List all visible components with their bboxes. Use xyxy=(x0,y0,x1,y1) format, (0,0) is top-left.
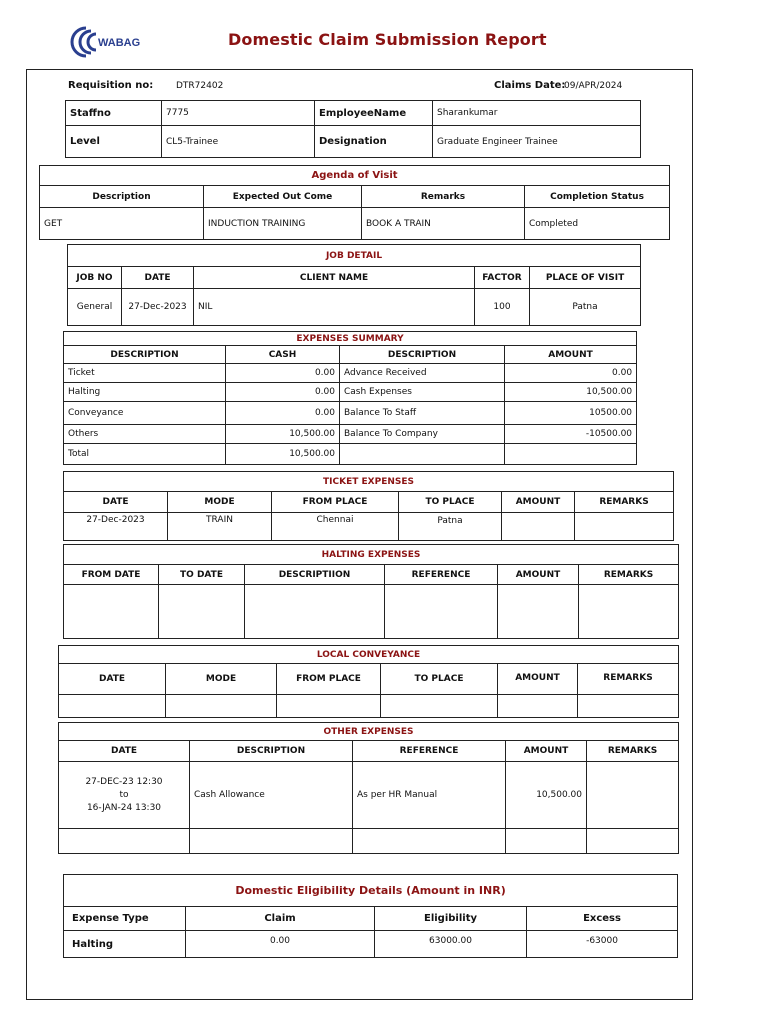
other-cell xyxy=(506,829,587,854)
summary-cell xyxy=(340,444,505,465)
summary-cell: Cash Expenses xyxy=(340,383,505,402)
halting-cell xyxy=(385,585,498,639)
eligibility-cell: -63000 xyxy=(527,931,678,958)
agenda-table xyxy=(39,165,670,240)
conveyance-cell xyxy=(59,695,166,718)
eligibility-title: Domestic Eligibility Details (Amount in INR) xyxy=(64,875,678,907)
eligibility-cell: 63000.00 xyxy=(375,931,527,958)
wabag-logo xyxy=(64,22,160,62)
summary-cell: Ticket xyxy=(64,364,226,383)
summary-cell: Total xyxy=(64,444,226,465)
other-description-cell: Cash Allowance xyxy=(190,762,353,829)
ticket-expenses-table xyxy=(63,471,674,541)
other-header: AMOUNT xyxy=(506,741,587,762)
other-header: REMARKS xyxy=(587,741,679,762)
summary-cell: 10,500.00 xyxy=(505,383,637,402)
job-detail-header: JOB NO xyxy=(68,267,122,289)
halting-cell xyxy=(245,585,385,639)
conveyance-cell xyxy=(166,695,277,718)
summary-cell: 0.00 xyxy=(226,383,340,402)
conveyance-cell xyxy=(498,695,578,718)
halting-cell xyxy=(159,585,245,639)
claims-date-label: Claims Date: xyxy=(494,80,566,91)
agenda-header: Remarks xyxy=(362,186,525,208)
expenses-summary-title: EXPENSES SUMMARY xyxy=(64,332,637,346)
staffno-label: Staffno xyxy=(66,101,162,126)
eligibility-header: Claim xyxy=(186,907,375,931)
other-amount-cell: 10,500.00 xyxy=(506,762,587,829)
summary-header: DESCRIPTION xyxy=(64,346,226,364)
halting-header: TO DATE xyxy=(159,565,245,585)
job-detail-cell: 100 xyxy=(475,289,530,326)
agenda-cell: GET xyxy=(40,208,204,240)
conveyance-header: REMARKS xyxy=(578,664,679,695)
job-detail-cell: General xyxy=(68,289,122,326)
other-header: DATE xyxy=(59,741,190,762)
summary-cell: -10500.00 xyxy=(505,425,637,444)
ticket-header: FROM PLACE xyxy=(272,492,399,513)
level-value: CL5-Trainee xyxy=(162,126,315,158)
job-detail-header: DATE xyxy=(122,267,194,289)
ticket-cell: Patna xyxy=(399,513,502,541)
conveyance-header: MODE xyxy=(166,664,277,695)
agenda-cell: Completed xyxy=(525,208,670,240)
conveyance-cell xyxy=(381,695,498,718)
other-cell xyxy=(59,829,190,854)
conveyance-header: FROM PLACE xyxy=(277,664,381,695)
job-detail-header: PLACE OF VISIT xyxy=(530,267,641,289)
ticket-cell: TRAIN xyxy=(168,513,272,541)
ticket-cell: Chennai xyxy=(272,513,399,541)
conveyance-cell xyxy=(578,695,679,718)
halting-header: AMOUNT xyxy=(498,565,579,585)
eligibility-header: Expense Type xyxy=(64,907,186,931)
ticket-header: AMOUNT xyxy=(502,492,575,513)
summary-cell: 10500.00 xyxy=(505,402,637,425)
agenda-cell: INDUCTION TRAINING xyxy=(204,208,362,240)
summary-header: DESCRIPTION xyxy=(340,346,505,364)
summary-cell: 0.00 xyxy=(226,402,340,425)
summary-cell: Others xyxy=(64,425,226,444)
summary-cell: 0.00 xyxy=(505,364,637,383)
ticket-header: REMARKS xyxy=(575,492,674,513)
claims-date-value: 09/APR/2024 xyxy=(564,81,623,91)
employee-name-label: EmployeeName xyxy=(315,101,433,126)
staff-info-table xyxy=(65,100,641,158)
halting-cell xyxy=(64,585,159,639)
summary-header: CASH xyxy=(226,346,340,364)
halting-expenses-title: HALTING EXPENSES xyxy=(64,545,679,565)
local-conveyance-title: LOCAL CONVEYANCE xyxy=(59,646,679,664)
other-reference-cell: As per HR Manual xyxy=(353,762,506,829)
halting-header: FROM DATE xyxy=(64,565,159,585)
job-detail-title: JOB DETAIL xyxy=(68,245,641,267)
employee-name-value: Sharankumar xyxy=(433,101,641,126)
expenses-summary-table xyxy=(63,331,637,465)
agenda-header: Expected Out Come xyxy=(204,186,362,208)
conveyance-cell xyxy=(277,695,381,718)
conveyance-header: DATE xyxy=(59,664,166,695)
agenda-title: Agenda of Visit xyxy=(40,166,670,186)
report-title: Domestic Claim Submission Report xyxy=(228,30,547,49)
other-cell xyxy=(190,829,353,854)
other-expenses-title: OTHER EXPENSES xyxy=(59,723,679,741)
level-label: Level xyxy=(66,126,162,158)
summary-header: AMOUNT xyxy=(505,346,637,364)
summary-cell: 0.00 xyxy=(226,364,340,383)
eligibility-cell: Halting xyxy=(64,931,186,958)
ticket-expenses-title: TICKET EXPENSES xyxy=(64,472,674,492)
local-conveyance-table xyxy=(58,645,679,718)
other-cell xyxy=(587,829,679,854)
eligibility-table xyxy=(63,874,678,958)
other-date-to: to xyxy=(119,789,129,800)
agenda-cell: BOOK A TRAIN xyxy=(362,208,525,240)
summary-cell: 10,500.00 xyxy=(226,444,340,465)
halting-expenses-table xyxy=(63,544,679,639)
conveyance-header: TO PLACE xyxy=(381,664,498,695)
job-detail-header: FACTOR xyxy=(475,267,530,289)
ticket-header: TO PLACE xyxy=(399,492,502,513)
agenda-header: Completion Status xyxy=(525,186,670,208)
eligibility-header: Excess xyxy=(527,907,678,931)
halting-cell xyxy=(498,585,579,639)
requisition-value: DTR72402 xyxy=(176,81,224,91)
agenda-header: Description xyxy=(40,186,204,208)
summary-cell: Advance Received xyxy=(340,364,505,383)
ticket-cell: 27-Dec-2023 xyxy=(64,513,168,541)
designation-label: Designation xyxy=(315,126,433,158)
summary-cell: Balance To Staff xyxy=(340,402,505,425)
other-expenses-table xyxy=(58,722,679,854)
conveyance-header: AMOUNT xyxy=(498,664,578,695)
ticket-header: MODE xyxy=(168,492,272,513)
summary-cell xyxy=(505,444,637,465)
job-detail-table xyxy=(67,244,641,326)
ticket-header: DATE xyxy=(64,492,168,513)
other-date-end: 16-JAN-24 13:30 xyxy=(86,802,162,813)
ticket-cell xyxy=(575,513,674,541)
halting-header: REFERENCE xyxy=(385,565,498,585)
halting-header: DESCRIPTIION xyxy=(245,565,385,585)
logo-text: WABAG xyxy=(98,37,141,49)
other-remarks-cell xyxy=(587,762,679,829)
halting-cell xyxy=(579,585,679,639)
other-cell xyxy=(353,829,506,854)
other-header: REFERENCE xyxy=(353,741,506,762)
eligibility-header: Eligibility xyxy=(375,907,527,931)
summary-cell: Balance To Company xyxy=(340,425,505,444)
other-header: DESCRIPTION xyxy=(190,741,353,762)
job-detail-cell: Patna xyxy=(530,289,641,326)
designation-value: Graduate Engineer Trainee xyxy=(433,126,641,158)
halting-header: REMARKS xyxy=(579,565,679,585)
job-detail-header: CLIENT NAME xyxy=(194,267,475,289)
staffno-value: 7775 xyxy=(162,101,315,126)
other-date-cell xyxy=(59,762,190,829)
eligibility-cell: 0.00 xyxy=(186,931,375,958)
ticket-cell xyxy=(502,513,575,541)
summary-cell: Conveyance xyxy=(64,402,226,425)
job-detail-cell: NIL xyxy=(194,289,475,326)
summary-cell: 10,500.00 xyxy=(226,425,340,444)
requisition-label: Requisition no: xyxy=(68,80,154,91)
summary-cell: Halting xyxy=(64,383,226,402)
other-date-start: 27-DEC-23 12:30 xyxy=(85,776,163,787)
job-detail-cell: 27-Dec-2023 xyxy=(122,289,194,326)
